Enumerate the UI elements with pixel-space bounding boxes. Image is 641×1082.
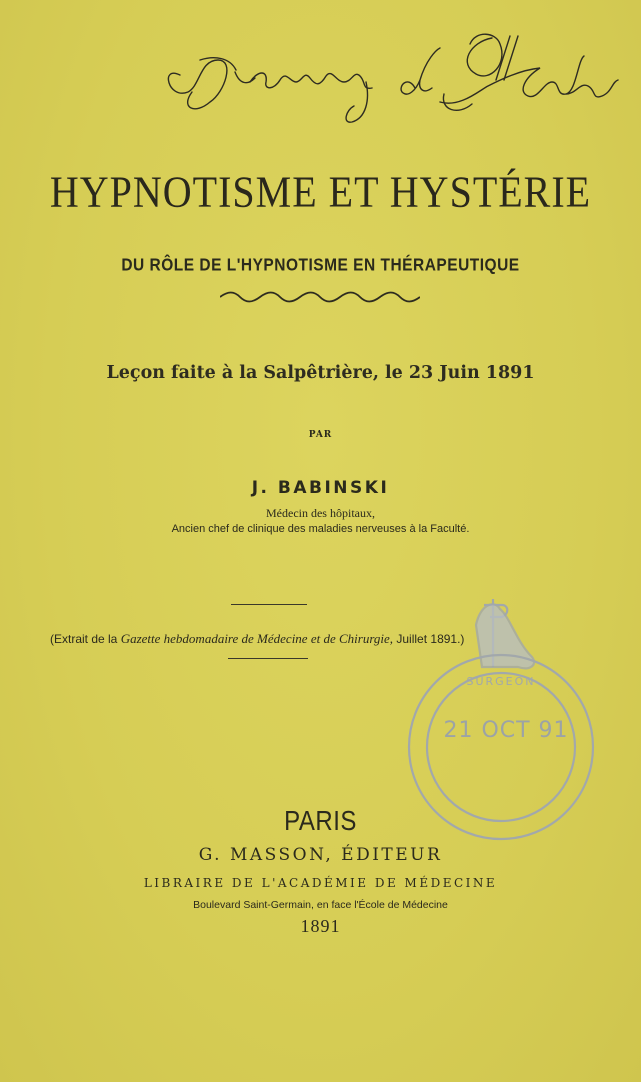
- extract-date: Juillet 1891.): [396, 632, 465, 646]
- ornamental-divider: [220, 290, 420, 304]
- library-stamp: [398, 595, 613, 830]
- imprint-library: LIBRAIRE DE L'ACADÉMIE DE MÉDECINE: [143, 876, 498, 890]
- svg-text:SURGEON: SURGEON: [466, 675, 536, 688]
- imprint-place: PARIS: [284, 805, 357, 837]
- book-subtitle: DU RÔLE DE L'HYPNOTISME EN THÉRAPEUTIQUE: [121, 255, 520, 276]
- author-name: J. BABINSKI: [251, 478, 390, 498]
- by-label: PAR: [308, 430, 333, 440]
- extract-journal: Gazette hebdomadaire de Médecine et de Chirurgie,: [120, 631, 394, 646]
- divider-rule-bottom: [228, 658, 308, 659]
- imprint-address: Boulevard Saint-Germain, en face l'École de Médecine: [193, 899, 448, 911]
- author-role-1: Médecin des hôpitaux,: [266, 506, 375, 520]
- imprint-publisher: G. MASSON, ÉDITEUR: [198, 845, 443, 865]
- book-title: HYPNOTISME ET HYSTÉRIE: [49, 166, 592, 217]
- author-role-2: Ancien chef de clinique des maladies nerveuses à la Faculté.: [171, 523, 470, 535]
- imprint-year: 1891: [300, 916, 341, 936]
- handwritten-inscription: [140, 30, 620, 130]
- extract-open: (Extrait de la: [50, 632, 118, 646]
- stamp-date: 21 OCT 91: [443, 718, 569, 743]
- divider-rule-top: [231, 604, 307, 605]
- lecture-line: Leçon faite à la Salpêtrière, le 23 Juin 1891: [106, 363, 535, 383]
